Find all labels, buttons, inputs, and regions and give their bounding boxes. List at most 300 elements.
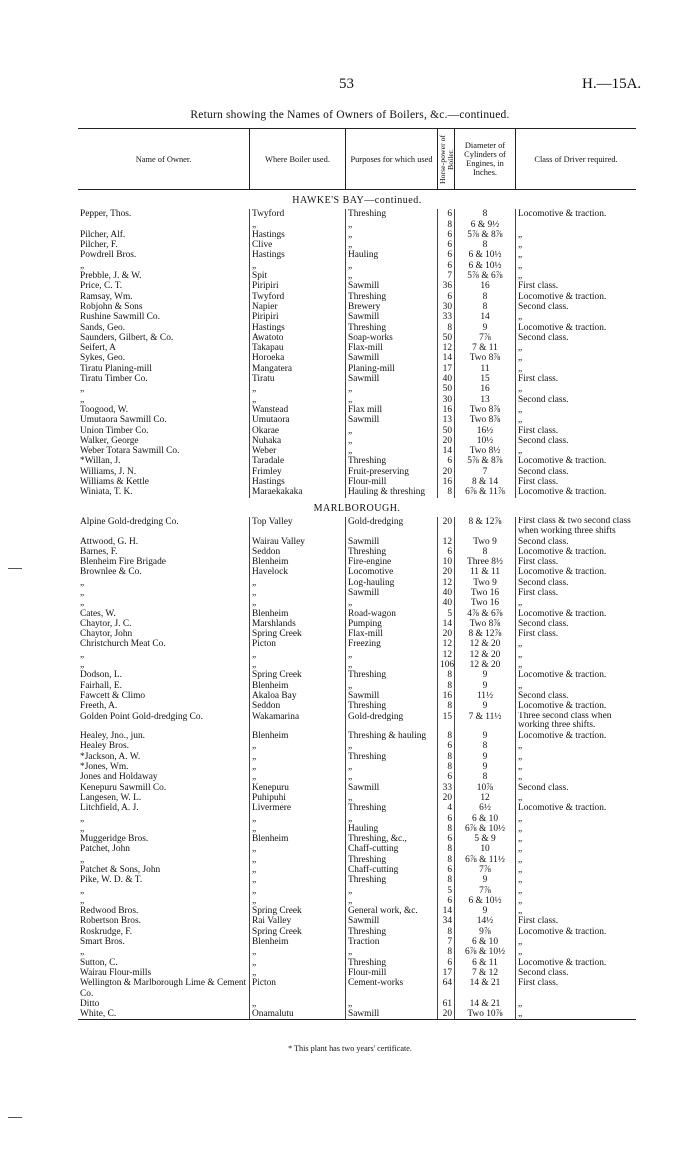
class-cell: „ xyxy=(516,752,637,762)
purpose-cell: Chaff-cutting xyxy=(346,865,438,875)
col-purpose-header: Purposes for which used xyxy=(346,129,438,190)
purpose-cell: Threshing xyxy=(346,456,438,466)
table-row xyxy=(78,968,636,978)
table-row xyxy=(78,578,636,588)
purpose-cell: „ xyxy=(346,741,438,751)
hp-cell: 61 xyxy=(438,999,455,1009)
where-cell: „ xyxy=(250,598,346,608)
diameter-cell: 7⅞ xyxy=(455,865,516,875)
where-cell: Hastings xyxy=(250,477,346,487)
class-cell xyxy=(516,220,637,230)
table-row xyxy=(78,875,636,885)
purpose-cell: Threshing, &c., xyxy=(346,834,438,844)
owner-cell: Cates, W. xyxy=(80,608,116,619)
diameter-cell: Two 9 xyxy=(455,578,516,588)
class-cell: „ xyxy=(516,343,637,353)
diameter-cell: 8 xyxy=(455,741,516,751)
purpose-cell: „ xyxy=(346,395,438,405)
class-cell: „ xyxy=(516,240,637,250)
owner-cell: „ xyxy=(80,598,85,609)
where-cell: „ xyxy=(250,968,346,978)
class-cell: Second class. xyxy=(516,302,637,312)
diameter-cell: 5⅞ & 6⅞ xyxy=(455,271,516,281)
table-row xyxy=(78,230,636,240)
owner-cell: Chaytor, John xyxy=(80,629,133,640)
purpose-cell: Planing-mill xyxy=(346,364,438,374)
class-cell: Second class. xyxy=(516,333,637,343)
owner-cell: Williams, J. N. xyxy=(80,466,137,477)
where-cell: „ xyxy=(250,999,346,1009)
purpose-cell: „ xyxy=(346,598,438,608)
purpose-cell: Threshing xyxy=(346,958,438,968)
diameter-cell: 8 xyxy=(455,209,516,219)
hp-cell: 20 xyxy=(438,467,455,477)
diameter-cell: 6⅞ & 10½ xyxy=(455,947,516,957)
where-cell: „ xyxy=(250,762,346,772)
table-row xyxy=(78,629,636,639)
diameter-cell: 14 & 21 xyxy=(455,978,516,999)
hp-cell: 17 xyxy=(438,364,455,374)
class-cell: „ xyxy=(516,741,637,751)
owner-cell: „ xyxy=(80,660,85,671)
table-row xyxy=(78,958,636,968)
purpose-cell: Sawmill xyxy=(346,353,438,363)
table-row xyxy=(78,405,636,415)
owner-cell: Barnes, F. xyxy=(80,546,118,557)
diameter-cell: 6⅞ & 11⅞ xyxy=(455,487,516,497)
diameter-cell: 7⅞ xyxy=(455,333,516,343)
hp-cell: 8 xyxy=(438,927,455,937)
owner-cell: Golden Point Gold-dredging Co. xyxy=(80,711,203,722)
hp-cell: 50 xyxy=(438,384,455,394)
where-cell: Twyford xyxy=(250,209,346,219)
table-row xyxy=(78,261,636,271)
class-cell: Second class. xyxy=(516,395,637,405)
table-row xyxy=(78,937,636,947)
hp-cell: 6 xyxy=(438,292,455,302)
table-row xyxy=(78,670,636,680)
hp-cell: 106 xyxy=(438,660,455,670)
purpose-cell: „ xyxy=(346,886,438,896)
class-cell: Locomotive & traction. xyxy=(516,547,637,557)
col-class-header: Class of Driver required. xyxy=(516,129,637,190)
owner-cell: Chaytor, J. C. xyxy=(80,618,132,629)
purpose-cell: Threshing xyxy=(346,209,438,219)
purpose-cell: Fire-engine xyxy=(346,557,438,567)
owner-cell: Price, C. T. xyxy=(80,281,123,292)
diameter-cell: 14 xyxy=(455,312,516,322)
class-cell: Locomotive & traction. xyxy=(516,701,637,711)
diameter-cell: 6 & 10½ xyxy=(455,896,516,906)
owner-cell: Pilcher, Alf. xyxy=(80,229,126,240)
class-cell: First class. xyxy=(516,426,637,436)
table-row xyxy=(78,240,636,250)
owner-cell: Umutaora Sawmill Co. xyxy=(80,415,167,426)
where-cell: Wairau Valley xyxy=(250,537,346,547)
table-row xyxy=(78,906,636,916)
where-cell: Seddon xyxy=(250,701,346,711)
where-cell: Livermere xyxy=(250,803,346,813)
diameter-cell: 5 & 9 xyxy=(455,834,516,844)
table-row xyxy=(78,364,636,374)
class-cell: Locomotive & traction. xyxy=(516,958,637,968)
purpose-cell: Traction xyxy=(346,937,438,947)
purpose-cell: Road-wagon xyxy=(346,609,438,619)
hp-cell: 6 xyxy=(438,814,455,824)
table-body xyxy=(78,190,636,1020)
hp-cell: 8 xyxy=(438,855,455,865)
where-cell: „ xyxy=(250,896,346,906)
where-cell: „ xyxy=(250,650,346,660)
class-cell: First class. xyxy=(516,557,637,567)
owner-cell: Dodson, L. xyxy=(80,670,122,681)
table-row xyxy=(78,916,636,926)
purpose-cell: Flax-mill xyxy=(346,343,438,353)
table-row xyxy=(78,731,636,741)
owner-cell: White, C. xyxy=(78,1009,250,1020)
hp-cell: 12 xyxy=(438,578,455,588)
table-row xyxy=(78,947,636,957)
class-cell: „ xyxy=(516,947,637,957)
where-cell: Spring Creek xyxy=(250,670,346,680)
owner-cell: Wellington & Marlborough Lime & Cement Co. xyxy=(80,978,247,999)
class-cell: „ xyxy=(516,906,637,916)
purpose-cell: Sawmill xyxy=(346,783,438,793)
diameter-cell: 14 & 21 xyxy=(455,999,516,1009)
where-cell: Spring Creek xyxy=(250,927,346,937)
purpose-cell: „ xyxy=(346,762,438,772)
table-row xyxy=(78,436,636,446)
purpose-cell: Sawmill xyxy=(346,1009,438,1020)
diameter-cell: 6 & 11 xyxy=(455,958,516,968)
table-row xyxy=(78,567,636,577)
where-cell: Nuhaka xyxy=(250,436,346,446)
purpose-cell: „ xyxy=(346,947,438,957)
table-row xyxy=(78,395,636,405)
where-cell: „ xyxy=(250,395,346,405)
diameter-cell: 14½ xyxy=(455,916,516,926)
diameter-cell: 10⅞ xyxy=(455,783,516,793)
purpose-cell: Gold-dredging xyxy=(346,517,438,537)
table-row xyxy=(78,855,636,865)
hp-cell: 40 xyxy=(438,374,455,384)
owner-cell: Winiata, T. K. xyxy=(80,487,133,498)
where-cell: Hastings xyxy=(250,323,346,333)
table-row xyxy=(78,426,636,436)
class-cell: „ xyxy=(516,762,637,772)
where-cell: Picton xyxy=(250,639,346,649)
diameter-cell: Two 8⅞ xyxy=(455,619,516,629)
where-cell: „ xyxy=(250,844,346,854)
owner-cell: Christchurch Meat Co. xyxy=(80,639,166,650)
class-cell: Second class. xyxy=(516,578,637,588)
where-cell: Spit xyxy=(250,271,346,281)
diameter-cell: 8 & 12⅞ xyxy=(455,629,516,639)
owner-cell: Patchet, John xyxy=(80,844,130,855)
owner-cell: Jones and Holdaway xyxy=(80,772,158,783)
where-cell: „ xyxy=(250,220,346,230)
where-cell: „ xyxy=(250,588,346,598)
owner-cell: *Jones, Wm. xyxy=(80,762,129,773)
where-cell: „ xyxy=(250,865,346,875)
class-cell: First class & two second class when working three shifts xyxy=(516,517,637,537)
hp-cell: 12 xyxy=(438,639,455,649)
diameter-cell: 7 & 12 xyxy=(455,968,516,978)
hp-cell: 36 xyxy=(438,281,455,291)
table-row xyxy=(78,547,636,557)
diameter-cell: 7 & 11½ xyxy=(455,712,516,732)
where-cell: Onamalutu xyxy=(250,1009,346,1020)
purpose-cell: Hauling xyxy=(346,250,438,260)
class-cell: Three second class when working three shifts. xyxy=(516,712,637,732)
owner-cell: Ramsay, Wm. xyxy=(80,291,133,302)
table-row xyxy=(78,772,636,782)
table-row xyxy=(78,978,636,999)
class-cell: „ xyxy=(516,937,637,947)
purpose-cell: „ xyxy=(346,261,438,271)
hp-cell: 6 xyxy=(438,250,455,260)
purpose-cell: General work, &c. xyxy=(346,906,438,916)
hp-cell: 20 xyxy=(438,793,455,803)
table-row xyxy=(78,896,636,906)
table-row xyxy=(78,487,636,497)
table-row xyxy=(78,701,636,711)
table-row xyxy=(78,374,636,384)
class-cell: „ xyxy=(516,834,637,844)
diameter-cell: 16 xyxy=(455,384,516,394)
purpose-cell: Sawmill xyxy=(346,691,438,701)
where-cell: „ xyxy=(250,855,346,865)
purpose-cell: Cement-works xyxy=(346,978,438,999)
where-cell: Takapau xyxy=(250,343,346,353)
owner-cell: Robjohn & Sons xyxy=(80,301,143,312)
table-row xyxy=(78,752,636,762)
where-cell: Okarae xyxy=(250,426,346,436)
class-cell: „ xyxy=(516,896,637,906)
table-row xyxy=(78,302,636,312)
owner-cell: Pepper, Thos. xyxy=(80,209,132,220)
table-row xyxy=(78,1009,636,1020)
owner-cell: Langesen, W. L. xyxy=(80,792,142,803)
class-cell: „ xyxy=(516,415,637,425)
diameter-cell: 5⅞ & 8⅞ xyxy=(455,456,516,466)
purpose-cell: Freezing xyxy=(346,639,438,649)
table-row xyxy=(78,220,636,230)
where-cell: Mangatera xyxy=(250,364,346,374)
diameter-cell: 6⅞ & 10½ xyxy=(455,824,516,834)
purpose-cell: „ xyxy=(346,814,438,824)
class-cell: Locomotive & traction. xyxy=(516,323,637,333)
purpose-cell: „ xyxy=(346,999,438,1009)
hp-cell: 33 xyxy=(438,312,455,322)
where-cell: „ xyxy=(250,772,346,782)
class-cell: „ xyxy=(516,384,637,394)
table-row xyxy=(78,824,636,834)
hp-cell: 8 xyxy=(438,947,455,957)
table-row xyxy=(78,517,636,537)
class-cell: First class. xyxy=(516,588,637,598)
purpose-cell: Threshing & hauling xyxy=(346,731,438,741)
hp-cell: 8 xyxy=(438,487,455,497)
class-cell: „ xyxy=(516,446,637,456)
owner-cell: „ xyxy=(80,823,85,834)
purpose-cell: „ xyxy=(346,384,438,394)
owner-cell: Healey Bros. xyxy=(80,741,129,752)
owner-cell: *Jackson, A. W. xyxy=(80,751,141,762)
owner-cell: Wairau Flour-mills xyxy=(80,967,152,978)
where-cell: Blenheim xyxy=(250,731,346,741)
hp-cell: 33 xyxy=(438,783,455,793)
where-cell: Puhipuhi xyxy=(250,793,346,803)
where-cell: „ xyxy=(250,660,346,670)
table-row xyxy=(78,281,636,291)
hp-cell: 6 xyxy=(438,240,455,250)
diameter-cell: Two 8⅞ xyxy=(455,353,516,363)
where-cell: „ xyxy=(250,824,346,834)
diameter-cell: 13 xyxy=(455,395,516,405)
owner-cell xyxy=(78,220,250,230)
hp-cell: 8 xyxy=(438,670,455,680)
diameter-cell: 8 xyxy=(455,302,516,312)
where-cell: Weber xyxy=(250,446,346,456)
hp-cell: 6 xyxy=(438,209,455,219)
hp-cell: 6 xyxy=(438,834,455,844)
hp-cell: 8 xyxy=(438,681,455,691)
hp-cell: 10 xyxy=(438,557,455,567)
purpose-cell: Sawmill xyxy=(346,312,438,322)
hp-cell: 20 xyxy=(438,629,455,639)
section-heading: HAWKE'S BAY—continued. xyxy=(292,195,422,206)
purpose-cell: „ xyxy=(346,220,438,230)
class-cell: Locomotive & traction. xyxy=(516,567,637,577)
purpose-cell: Soap-works xyxy=(346,333,438,343)
class-cell: „ xyxy=(516,844,637,854)
diameter-cell: Two 8⅞ xyxy=(455,405,516,415)
owner-cell: „ xyxy=(80,895,85,906)
class-cell: „ xyxy=(516,875,637,885)
owner-cell: „ xyxy=(80,587,85,598)
purpose-cell: Flour-mill xyxy=(346,968,438,978)
hp-cell: 8 xyxy=(438,844,455,854)
where-cell: „ xyxy=(250,947,346,957)
hp-cell: 6 xyxy=(438,772,455,782)
hp-cell: 40 xyxy=(438,588,455,598)
purpose-cell: Threshing xyxy=(346,855,438,865)
col-diameter-header: Diameter of Cylinders of Engines, in Inches. xyxy=(455,129,516,190)
owner-cell: Toogood, W. xyxy=(80,404,129,415)
hp-cell: 50 xyxy=(438,426,455,436)
class-cell: „ xyxy=(516,865,637,875)
where-cell: „ xyxy=(250,814,346,824)
class-cell: Second class. xyxy=(516,436,637,446)
table-row xyxy=(78,467,636,477)
diameter-cell: 11 xyxy=(455,364,516,374)
table-row xyxy=(78,886,636,896)
class-cell: Second class. xyxy=(516,467,637,477)
class-cell: Locomotive & traction. xyxy=(516,487,637,497)
hp-cell: 34 xyxy=(438,916,455,926)
purpose-cell: Locomotive xyxy=(346,567,438,577)
diameter-cell: 7⅞ xyxy=(455,886,516,896)
table-row xyxy=(78,650,636,660)
col-owner-header: Name of Owner. xyxy=(78,129,250,190)
purpose-cell: Gold-dredging xyxy=(346,712,438,732)
diameter-cell: Two 16 xyxy=(455,588,516,598)
owner-cell: „ xyxy=(80,384,85,395)
diameter-cell: 7 xyxy=(455,467,516,477)
class-cell: „ xyxy=(516,814,637,824)
table-row xyxy=(78,312,636,322)
hp-cell: 16 xyxy=(438,691,455,701)
where-cell: „ xyxy=(250,261,346,271)
table-row xyxy=(78,712,636,732)
table-row xyxy=(78,927,636,937)
diameter-cell: 9 xyxy=(455,762,516,772)
owner-cell: „ xyxy=(80,813,85,824)
class-cell: „ xyxy=(516,650,637,660)
hp-cell: 7 xyxy=(438,271,455,281)
page-title: Return showing the Names of Owners of Boilers, &c.—continued. xyxy=(190,109,510,121)
diameter-cell: 9 xyxy=(455,681,516,691)
table-row xyxy=(78,619,636,629)
purpose-cell: „ xyxy=(346,436,438,446)
table-row xyxy=(78,793,636,803)
table-row xyxy=(78,681,636,691)
class-cell: Second class. xyxy=(516,783,637,793)
table-row xyxy=(78,783,636,793)
where-cell: Piripiri xyxy=(250,312,346,322)
hp-cell: 17 xyxy=(438,968,455,978)
purpose-cell: Threshing xyxy=(346,701,438,711)
purpose-cell: „ xyxy=(346,650,438,660)
owner-cell: *Willan, J. xyxy=(80,456,121,467)
where-cell: Wanstead xyxy=(250,405,346,415)
where-cell: „ xyxy=(250,958,346,968)
owner-cell: Patchet & Sons, John xyxy=(80,865,161,875)
where-cell: Spring Creek xyxy=(250,629,346,639)
owner-cell: Smart Bros. xyxy=(80,937,125,948)
owner-cell: Brownlee & Co. xyxy=(80,567,142,578)
margin-mark xyxy=(8,1117,22,1118)
hp-cell: 8 xyxy=(438,701,455,711)
table-row xyxy=(78,999,636,1009)
diameter-cell: 16½ xyxy=(455,426,516,436)
diameter-cell: Two 16 xyxy=(455,598,516,608)
hp-cell: 20 xyxy=(438,517,455,537)
purpose-cell: Hauling & threshing xyxy=(346,487,438,497)
owner-cell: Pilcher, F. xyxy=(80,240,118,251)
where-cell: Umutaora xyxy=(250,415,346,425)
class-cell: „ xyxy=(516,312,637,322)
class-cell: Locomotive & traction. xyxy=(516,209,637,219)
table-row xyxy=(78,557,636,567)
purpose-cell: „ xyxy=(346,772,438,782)
table-row xyxy=(78,598,636,608)
table-row xyxy=(78,588,636,598)
hp-cell: 6 xyxy=(438,230,455,240)
purpose-cell: Flour-mill xyxy=(346,477,438,487)
purpose-cell: Chaff-cutting xyxy=(346,844,438,854)
table-row xyxy=(78,814,636,824)
purpose-cell: Threshing xyxy=(346,323,438,333)
owner-cell: Litchfield, A. J. xyxy=(80,803,139,814)
class-cell: First class. xyxy=(516,978,637,999)
class-cell: Locomotive & traction. xyxy=(516,292,637,302)
class-cell: Second class. xyxy=(516,968,637,978)
purpose-cell: Fruit-preserving xyxy=(346,467,438,477)
diameter-cell: 12 & 20 xyxy=(455,639,516,649)
class-cell: „ xyxy=(516,999,637,1009)
